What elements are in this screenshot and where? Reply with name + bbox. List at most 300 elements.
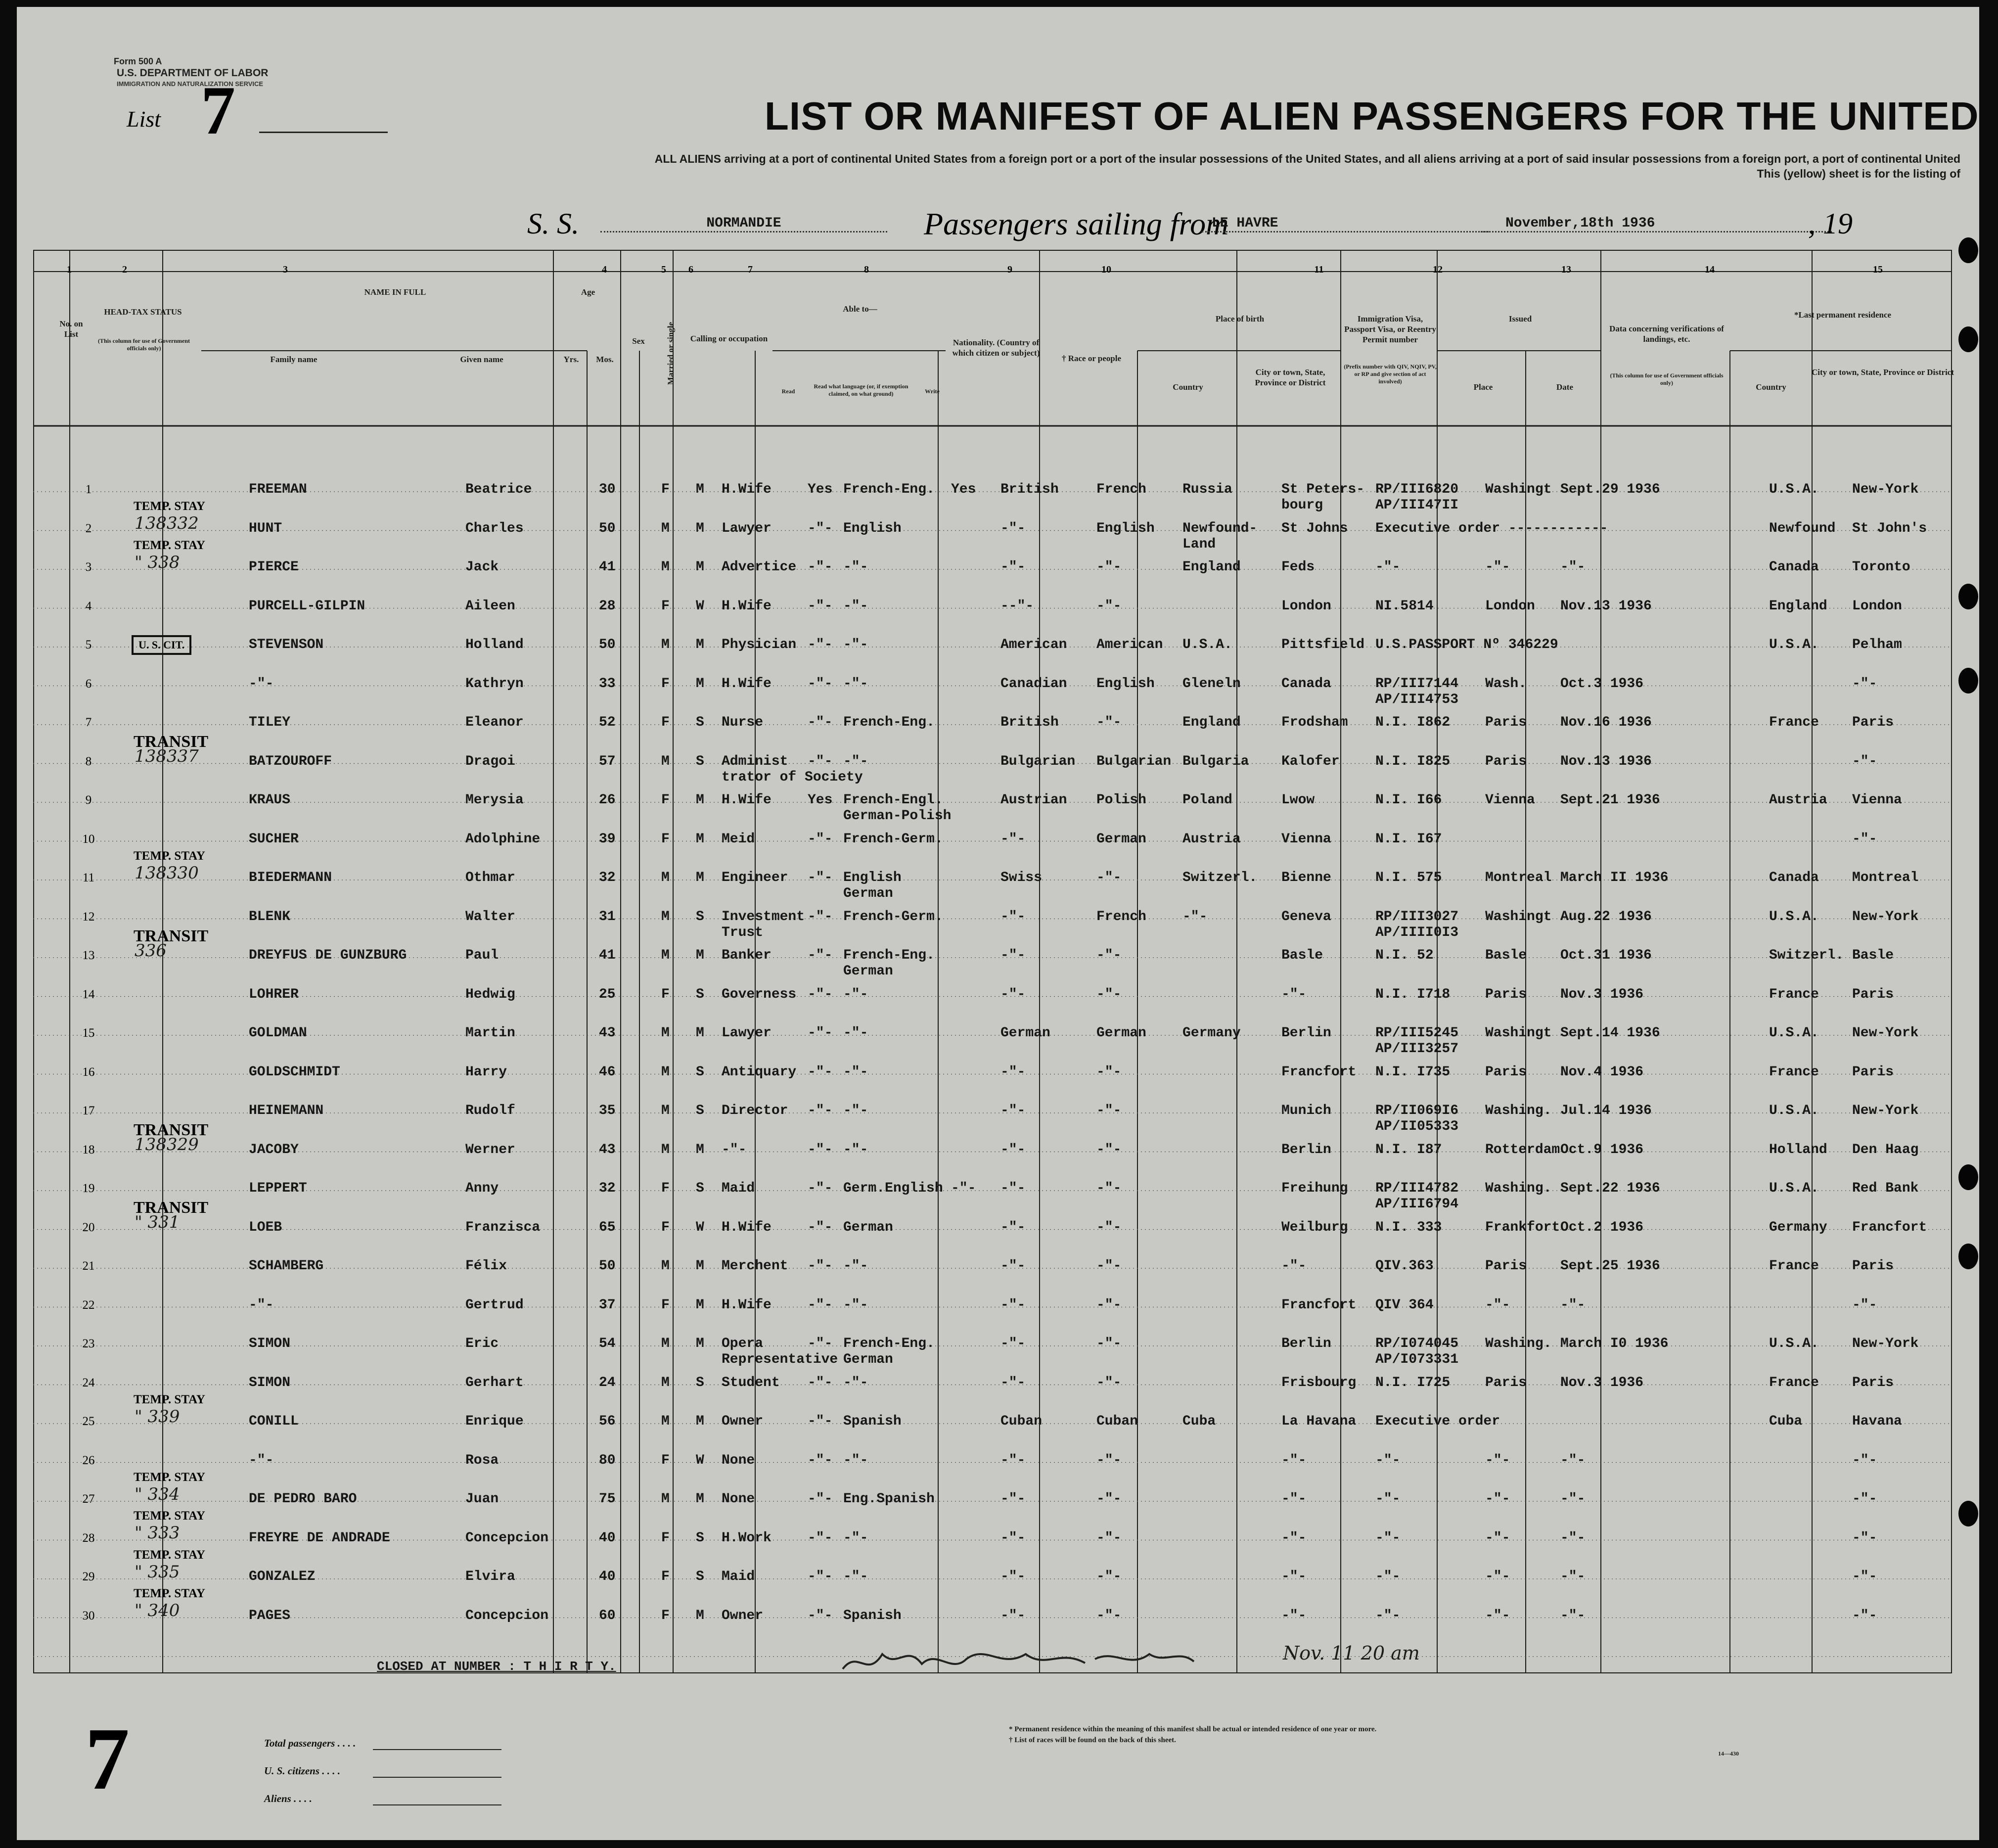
cell-visa: -"- [1375, 1491, 1401, 1507]
header-read: Read [781, 388, 795, 395]
cell-age: 40 [599, 1569, 616, 1584]
cell-sex: M [661, 1491, 670, 1507]
cell-res-city: Paris [1852, 1258, 1894, 1274]
cell-place: Paris [1485, 986, 1527, 1002]
column-number: 8 [864, 264, 869, 275]
cell-birth-country: Gleneln [1182, 676, 1241, 692]
cell-given: Félix [465, 1258, 507, 1274]
cell-marital: S [696, 986, 704, 1002]
cell-race: -"- [1096, 715, 1122, 730]
head-tax-stamp: TEMP. STAY [134, 538, 205, 552]
cell-marital: S [696, 1181, 704, 1196]
cell-read: -"- [808, 986, 833, 1002]
cell-race: -"- [1096, 986, 1122, 1002]
cell-occupation: Director [722, 1103, 788, 1118]
cell-language: French-Germ. [843, 909, 943, 924]
head-tax-stamp: TRANSIT [134, 1121, 209, 1139]
cell-visa: -"- [1375, 1569, 1401, 1584]
us-citizens-label: U. S. citizens . . . . [264, 1765, 341, 1777]
cell-date: Oct.3 1936 [1560, 676, 1644, 692]
header-birth-city: City or town, State, Province or District [1255, 368, 1326, 387]
ship-label: S. S. [527, 207, 579, 240]
cell-no: 21 [82, 1259, 95, 1273]
head-tax-stamp: TEMP. STAY [134, 1587, 205, 1600]
column-number: 12 [1433, 264, 1443, 275]
cell-family: TILEY [249, 715, 291, 730]
cell-birth-city: Weilburg [1281, 1219, 1348, 1235]
cell-marital: M [696, 1025, 704, 1041]
cell-date: Oct.2 1936 [1560, 1219, 1644, 1235]
cell-occupation: Administ [722, 753, 788, 769]
cell-age: 50 [599, 520, 616, 536]
cell-language: -"- [843, 1258, 868, 1274]
cell-nationality: --"- [1000, 598, 1034, 614]
cell-occupation: Nurse [722, 715, 764, 730]
cell-visa: Executive order ------------ [1375, 520, 1608, 536]
cell-marital: M [696, 1258, 704, 1274]
cell-race: French [1096, 909, 1146, 924]
cell-date: Nov.13 1936 [1560, 598, 1652, 614]
cell-race: -"- [1096, 1530, 1122, 1546]
cell-nationality: -"- [1000, 520, 1026, 536]
cell-visa: N.I. 333 [1375, 1219, 1442, 1235]
cell-read: -"- [808, 676, 833, 692]
cell-sex: F [661, 1297, 670, 1313]
header-age-yrs: Yrs. [563, 355, 579, 364]
cell-no: 20 [82, 1220, 95, 1234]
cell-res-country: England [1769, 598, 1827, 614]
cell-language: Spanish [843, 1414, 902, 1429]
list-number: 7 [201, 72, 235, 149]
cell-res-city: -"- [1852, 753, 1877, 769]
cell-given: Dragoi [465, 753, 515, 769]
cell-marital: M [696, 1297, 704, 1313]
cell-res-country: Canada [1769, 870, 1819, 885]
cell-read: -"- [808, 1103, 833, 1118]
cell-res-city: -"- [1852, 1491, 1877, 1507]
cell-given: Elvira [465, 1569, 515, 1584]
cell-birth-country: U.S.A. [1182, 637, 1232, 652]
aliens-label: Aliens . . . . [264, 1793, 312, 1804]
cell-read: -"- [808, 1375, 833, 1390]
cell-given: Franzisca [465, 1219, 541, 1235]
cell-res-city: New-York [1852, 1025, 1919, 1041]
cell-marital: S [696, 1375, 704, 1390]
cell-language: -"- [843, 986, 868, 1002]
cell-read: -"- [808, 1142, 833, 1157]
cell-age: 41 [599, 559, 616, 575]
cell-family: PURCELL-GILPIN [249, 598, 365, 614]
cell-res-country: France [1769, 715, 1819, 730]
cell-family: HEINEMANN [249, 1103, 324, 1118]
cell-sex: F [661, 792, 670, 808]
cell-place: Paris [1485, 753, 1527, 769]
cell-place: Washing. [1485, 1181, 1552, 1196]
cell-read: -"- [808, 637, 833, 652]
cell-language: -"- [843, 1375, 868, 1390]
cell-marital: S [696, 1569, 704, 1584]
cell-birth-city: London [1281, 598, 1331, 614]
cell-res-country: Canada [1769, 559, 1819, 575]
cell-read: -"- [808, 1491, 833, 1507]
cell-occupation: -"- [722, 1142, 747, 1157]
cell-race: German [1096, 831, 1146, 847]
header-visa-note: (Prefix number with QIV, NQIV, PV, or RP and give section of act involved) [1344, 363, 1437, 385]
cell-occupation: Governess [722, 986, 797, 1002]
cell-res-city: Paris [1852, 715, 1894, 730]
cell-continuation: German [843, 964, 893, 979]
cell-sex: F [661, 598, 670, 614]
cell-place: -"- [1485, 1452, 1510, 1468]
cell-res-city: Paris [1852, 986, 1894, 1002]
ship-name: NORMANDIE [600, 216, 887, 232]
cell-res-city: Toronto [1852, 559, 1910, 575]
cell-visa: N.I. I725 [1375, 1375, 1451, 1390]
cell-given: Anny [465, 1181, 499, 1196]
cell-res-country: France [1769, 986, 1819, 1002]
cell-race: -"- [1096, 1375, 1122, 1390]
head-tax-handwritten-number: " 334 [135, 1484, 180, 1504]
header-sex: Sex [632, 336, 645, 346]
binding-hole [1958, 668, 1978, 693]
cell-birth-city: Freihung [1281, 1181, 1348, 1196]
cell-marital: W [696, 1219, 704, 1235]
cell-date: -"- [1560, 1608, 1586, 1623]
cell-language: French-Eng. [843, 715, 935, 730]
cell-date: -"- [1560, 1569, 1586, 1584]
us-citizen-stamp: U. S. CIT. [132, 635, 191, 655]
cell-marital: M [696, 948, 704, 963]
cell-occupation: H.Wife [722, 676, 772, 692]
head-tax-stamp: TEMP. STAY [134, 849, 205, 863]
cell-language: English [843, 870, 902, 885]
column-number: 2 [122, 264, 127, 275]
cell-date: -"- [1560, 1297, 1586, 1313]
cell-language: -"- [843, 1103, 868, 1118]
cell-no: 29 [82, 1570, 95, 1583]
cell-continuation: German [843, 886, 893, 901]
header-place-of-birth: Place of birth [1215, 314, 1265, 323]
cell-read: -"- [808, 1452, 833, 1468]
cell-no: 4 [85, 599, 92, 613]
header-read-language: Read what language (or, if exemption claimed, on what ground) [814, 383, 908, 397]
cell-res-city: Red Bank [1852, 1181, 1919, 1196]
cell-continuation: Representative [722, 1352, 838, 1367]
cell-age: 50 [599, 637, 616, 652]
head-tax-stamp: TRANSIT [134, 1199, 209, 1217]
cell-language: French-Engl. [843, 792, 943, 808]
cell-no: 17 [82, 1104, 95, 1117]
cell-no: 15 [82, 1026, 95, 1040]
cell-birth-city: Berlin [1281, 1336, 1331, 1351]
cell-birth-city: Frisbourg [1281, 1375, 1357, 1390]
cell-res-city: Montreal [1852, 870, 1919, 885]
cell-place: London [1485, 598, 1535, 614]
cell-read: -"- [808, 948, 833, 963]
cell-place: Washing. [1485, 1103, 1552, 1118]
cell-res-country: Newfound [1769, 520, 1836, 536]
cell-marital: S [696, 753, 704, 769]
cell-age: 75 [599, 1491, 616, 1507]
cell-continuation: bourg [1281, 498, 1323, 513]
cell-age: 37 [599, 1297, 616, 1313]
cell-visa: NI.5814 [1375, 598, 1434, 614]
cell-date: March I0 1936 [1560, 1336, 1669, 1351]
cell-language: -"- [843, 559, 868, 575]
cell-visa: N.I. I718 [1375, 986, 1451, 1002]
cell-date: Sept.25 1936 [1560, 1258, 1660, 1274]
cell-nationality: British [1000, 482, 1059, 497]
header-verification: Data concerning verifications of landings, etc. [1609, 324, 1724, 344]
cell-given: Rosa [465, 1452, 499, 1468]
cell-date: -"- [1560, 1530, 1586, 1546]
cell-race: -"- [1096, 1491, 1122, 1507]
cell-given: Paul [465, 948, 499, 963]
cell-age: 43 [599, 1025, 616, 1041]
cell-date: Nov.16 1936 [1560, 715, 1652, 730]
cell-given: Hedwig [465, 986, 515, 1002]
cell-no: 7 [85, 716, 92, 729]
cell-language: -"- [843, 1142, 868, 1157]
header-race: † Race or people [1061, 354, 1122, 363]
cell-family: LOHRER [249, 986, 299, 1002]
head-tax-handwritten-number: " 339 [135, 1406, 180, 1427]
cell-continuation: Trust [722, 924, 764, 940]
head-tax-stamp: TRANSIT [134, 926, 209, 945]
header-no-on-list: No. on List [59, 319, 83, 339]
column-number: 10 [1101, 264, 1111, 275]
cell-read: -"- [808, 909, 833, 924]
cell-sex: F [661, 1530, 670, 1546]
column-number: 13 [1561, 264, 1571, 275]
cell-continuation: AP/II05333 [1375, 1119, 1459, 1134]
cell-given: Jack [465, 559, 499, 575]
cell-date: Sept.29 1936 [1560, 482, 1660, 497]
cell-language: -"- [843, 753, 868, 769]
binding-hole [1958, 1164, 1978, 1190]
cell-read: -"- [808, 1064, 833, 1080]
cell-language: Germ.English [843, 1181, 943, 1196]
cell-res-country: Switzerl. [1769, 948, 1844, 963]
cell-marital: S [696, 1103, 704, 1118]
cell-family: LOEB [249, 1219, 282, 1235]
head-tax-handwritten-number: " 331 [135, 1212, 180, 1232]
cell-nationality: -"- [1000, 1297, 1026, 1313]
footnote-residence: * Permanent residence within the meaning of this manifest shall be actual or intended residence of one year or more. [1009, 1725, 1377, 1733]
cell-marital: M [696, 637, 704, 652]
cell-sex: F [661, 1181, 670, 1196]
column-number: 6 [688, 264, 693, 275]
cell-birth-country: England [1182, 715, 1241, 730]
cell-nationality: -"- [1000, 948, 1026, 963]
cell-race: -"- [1096, 1219, 1122, 1235]
header-birth-country: Country [1173, 382, 1203, 392]
head-tax-handwritten-number: " 340 [135, 1601, 180, 1620]
cell-age: 54 [599, 1336, 616, 1351]
cell-family: PIERCE [249, 559, 299, 575]
cell-res-city: New-York [1852, 1336, 1919, 1351]
cell-marital: S [696, 1530, 704, 1546]
cell-race: -"- [1096, 1336, 1122, 1351]
cell-visa: U.S.PASSPORT Nº 346229 [1375, 637, 1558, 652]
cell-race: -"- [1096, 948, 1122, 963]
cell-race: -"- [1096, 1569, 1122, 1584]
cell-place: Washingt [1485, 1025, 1552, 1041]
cell-occupation: Engineer [722, 870, 788, 885]
cell-write: -"- [951, 1181, 976, 1196]
cell-visa: QIV.363 [1375, 1258, 1434, 1274]
cell-family: JACOBY [249, 1142, 299, 1157]
cell-res-country: Germany [1769, 1219, 1827, 1235]
cell-place: -"- [1485, 1569, 1510, 1584]
cell-race: American [1096, 637, 1163, 652]
cell-sex: M [661, 1336, 670, 1351]
cell-race: -"- [1096, 1064, 1122, 1080]
cell-res-country: U.S.A. [1769, 1025, 1819, 1041]
header-family-name: Family name [270, 355, 318, 364]
cell-no: 9 [85, 793, 92, 807]
cell-visa: N.I. I862 [1375, 715, 1451, 730]
cell-continuation: German-Polish [843, 808, 952, 824]
cell-birth-country: Cuba [1182, 1414, 1216, 1429]
cell-no: 18 [82, 1143, 95, 1156]
cell-place: Frankfort [1485, 1219, 1560, 1235]
cell-sex: M [661, 1258, 670, 1274]
sailing-label: Passengers sailing from [924, 206, 1229, 241]
head-tax-handwritten-number: 138329 [135, 1135, 199, 1155]
manifest-intro-line-2: This (yellow) sheet is for the listing of [1757, 167, 1960, 180]
cell-place: Montreal [1485, 870, 1552, 885]
cell-occupation: Advertice [722, 559, 797, 575]
cell-marital: M [696, 520, 704, 536]
year-label: , 19 [1808, 207, 1853, 240]
cell-occupation: Owner [722, 1414, 764, 1429]
cell-read: -"- [808, 559, 833, 575]
cell-birth-city: Berlin [1281, 1025, 1331, 1041]
cell-birth-city: Francfort [1281, 1064, 1357, 1080]
cell-sex: F [661, 676, 670, 692]
cell-res-city: Francfort [1852, 1219, 1927, 1235]
cell-family: SIMON [249, 1336, 291, 1351]
cell-occupation: None [722, 1491, 755, 1507]
cell-given: Charles [465, 520, 524, 536]
cell-sex: F [661, 482, 670, 497]
cell-res-country: Holland [1769, 1142, 1827, 1157]
cell-given: Eric [465, 1336, 499, 1351]
cell-continuation: AP/III3257 [1375, 1041, 1459, 1057]
cell-no: 22 [82, 1298, 95, 1312]
cell-visa: RP/III3027 [1375, 909, 1459, 924]
cell-age: 32 [599, 870, 616, 885]
cell-language: Spanish [843, 1608, 902, 1623]
cell-race: Bulgarian [1096, 753, 1172, 769]
cell-race: German [1096, 1025, 1146, 1041]
cell-continuation: AP/IIII0I3 [1375, 924, 1459, 940]
cell-no: 28 [82, 1531, 95, 1545]
cell-race: French [1096, 482, 1146, 497]
cell-given: Martin [465, 1025, 515, 1041]
cell-occupation: Owner [722, 1608, 764, 1623]
binding-hole [1958, 1244, 1978, 1269]
cell-birth-country: Germany [1182, 1025, 1241, 1041]
cell-nationality: British [1000, 715, 1059, 730]
cell-age: 39 [599, 831, 616, 847]
cell-birth-country: Austria [1182, 831, 1241, 847]
cell-read: -"- [808, 598, 833, 614]
cell-no: 11 [82, 871, 95, 884]
cell-birth-city: Vienna [1281, 831, 1331, 847]
head-tax-stamp: TEMP. STAY [134, 1470, 205, 1484]
cell-place: -"- [1485, 1608, 1510, 1623]
cell-visa: N.I. I66 [1375, 792, 1442, 808]
cell-visa: -"- [1375, 1608, 1401, 1623]
cell-read: -"- [808, 520, 833, 536]
head-tax-stamp: TEMP. STAY [134, 500, 205, 513]
cell-place: Paris [1485, 715, 1527, 730]
cell-birth-country: Bulgaria [1182, 753, 1249, 769]
cell-read: -"- [808, 1336, 833, 1351]
cell-nationality: -"- [1000, 1142, 1026, 1157]
cell-birth-country: Poland [1182, 792, 1232, 808]
cell-no: 6 [85, 677, 92, 691]
cell-res-city: -"- [1852, 1608, 1877, 1623]
cell-language: French-Eng. [843, 1336, 935, 1351]
cell-birth-city: Lwow [1281, 792, 1315, 808]
cell-res-city: Vienna [1852, 792, 1902, 808]
cell-place: -"- [1485, 1297, 1510, 1313]
head-tax-handwritten-number: 138332 [135, 513, 199, 533]
cell-res-country: Austria [1769, 792, 1827, 808]
cell-date: Nov.3 1936 [1560, 1375, 1644, 1390]
cell-date: Sept.22 1936 [1560, 1181, 1660, 1196]
cell-sex: M [661, 559, 670, 575]
cell-read: -"- [808, 1219, 833, 1235]
cell-sex: M [661, 1025, 670, 1041]
cell-occupation: Merchent [722, 1258, 788, 1274]
cell-given: Werner [465, 1142, 515, 1157]
cell-race: -"- [1096, 870, 1122, 885]
cell-race: -"- [1096, 559, 1122, 575]
cell-race: -"- [1096, 598, 1122, 614]
cell-nationality: American [1000, 637, 1067, 652]
cell-nationality: -"- [1000, 1103, 1026, 1118]
header-calling: Calling or occupation [690, 334, 768, 343]
cell-visa: N.I. I67 [1375, 831, 1442, 847]
cell-date: -"- [1560, 559, 1586, 575]
cell-place: Washing. [1485, 1336, 1552, 1351]
cell-family: FREYRE DE ANDRADE [249, 1530, 390, 1546]
cell-date: -"- [1560, 1491, 1586, 1507]
cell-visa: RP/III7144 [1375, 676, 1459, 692]
cell-res-city: -"- [1852, 1452, 1877, 1468]
cell-continuation: German [843, 1352, 893, 1367]
cell-continuation: AP/I073331 [1375, 1352, 1459, 1367]
cell-nationality: -"- [1000, 559, 1026, 575]
cell-no: 27 [82, 1492, 95, 1506]
cell-birth-city: Pittsfield [1281, 637, 1365, 652]
cell-language: French-Eng. [843, 482, 935, 497]
column-number: 11 [1314, 264, 1324, 275]
cell-family: FREEMAN [249, 482, 307, 497]
head-tax-handwritten-number: 138337 [135, 746, 199, 766]
cell-visa: RP/III4782 [1375, 1181, 1459, 1196]
cell-age: 80 [599, 1452, 616, 1468]
cell-nationality: Swiss [1000, 870, 1043, 885]
cell-place: Washingt [1485, 909, 1552, 924]
cell-given: Gertrud [465, 1297, 524, 1313]
cell-marital: M [696, 1142, 704, 1157]
cell-sex: F [661, 1452, 670, 1468]
